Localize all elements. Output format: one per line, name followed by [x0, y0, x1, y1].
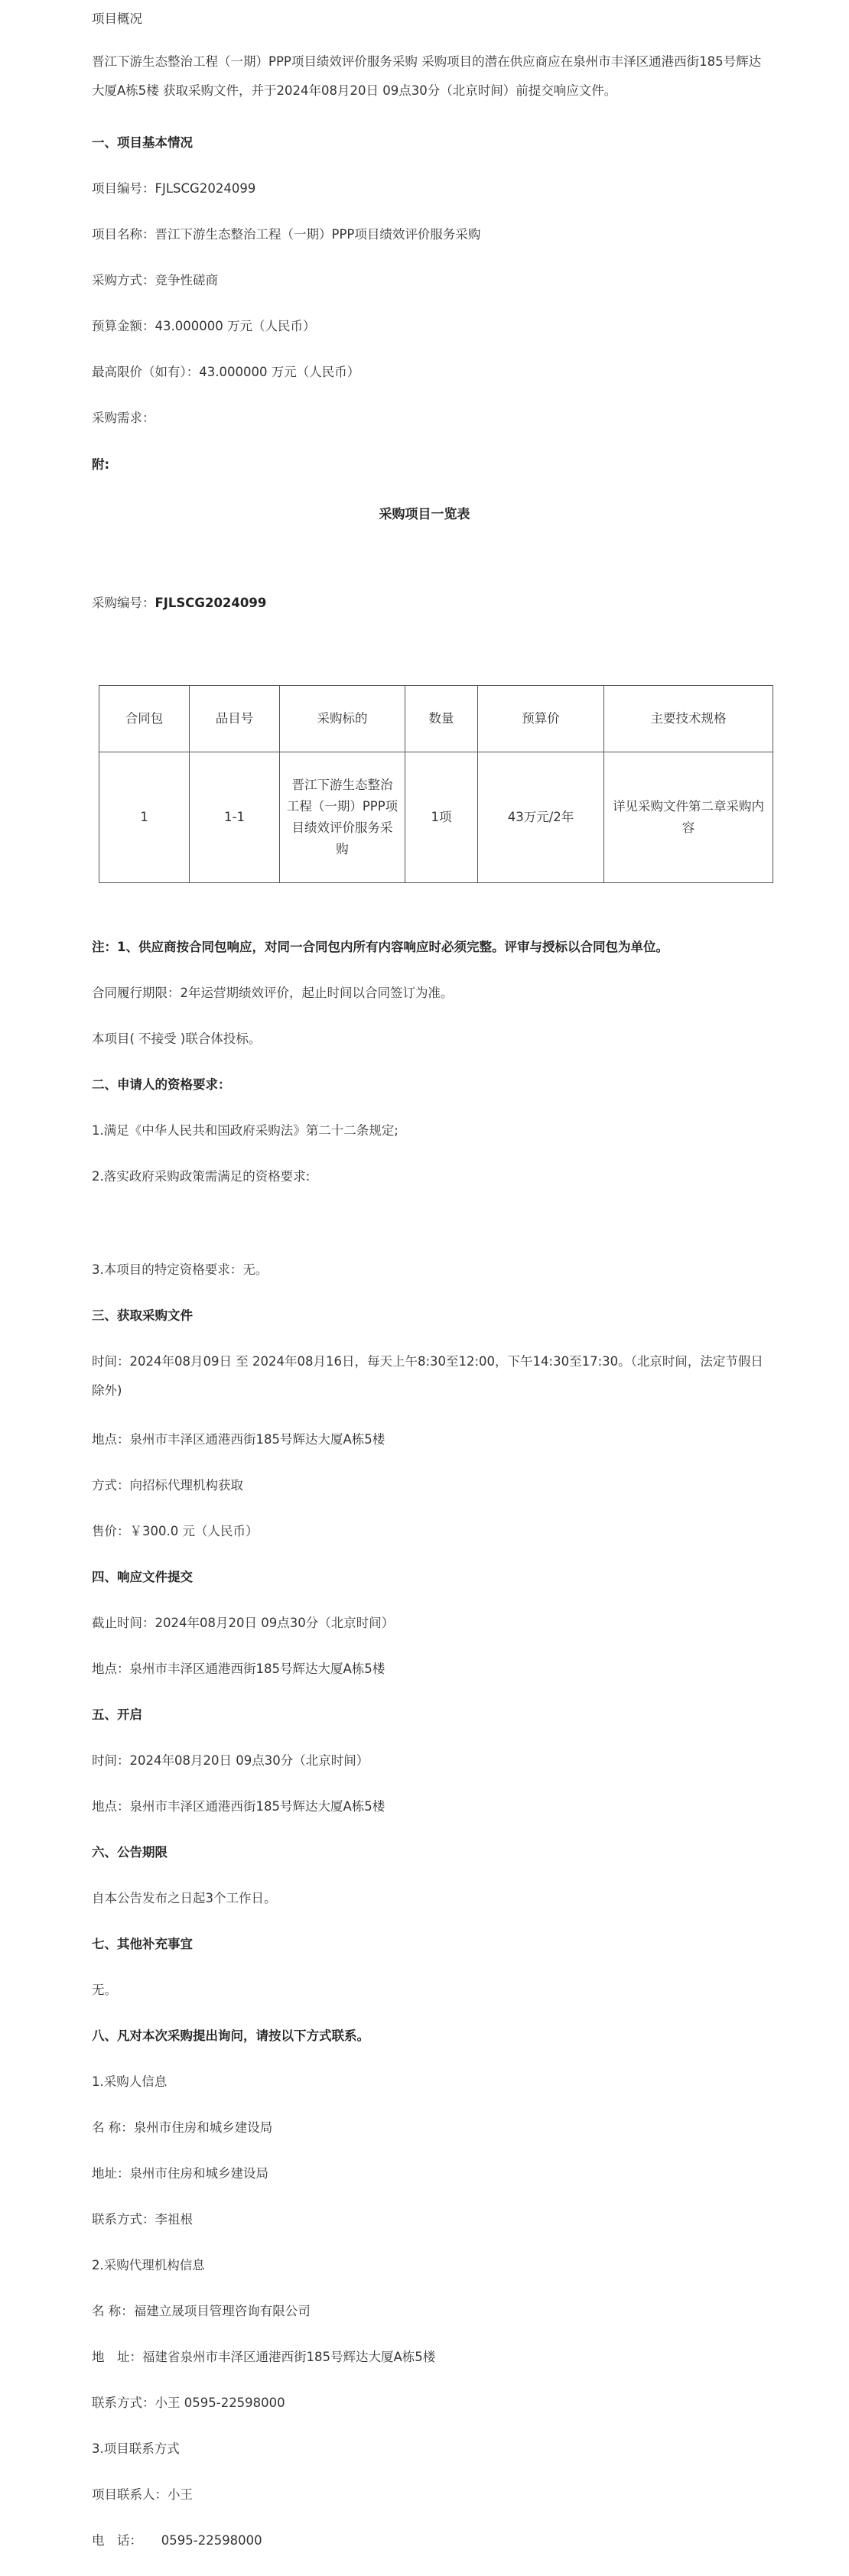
opening-place: 地点：泉州市丰泽区通港西街185号辉达大厦A栋5楼	[92, 1799, 385, 1814]
cell-procurement-subject: 晋江下游生态整治工程（一期）PPP项目绩效评价服务采购	[280, 752, 405, 883]
procurement-number-line	[92, 595, 266, 612]
procurement-number-value: FJLSCG2024099	[155, 596, 267, 610]
budget-amount: 预算金额：43.000000 万元（人民币）	[92, 319, 316, 333]
project-contact-person: 项目联系人：小王	[92, 2487, 193, 2502]
contract-period: 合同履行期限：2年运营期绩效评价，起止时间以合同签订为准。	[92, 986, 454, 1000]
submit-heading: 四、响应文件提交	[92, 1570, 193, 1584]
header-budget-price: 预算价	[478, 686, 604, 752]
procurement-number-label: 采购编号：	[92, 596, 155, 610]
buyer-address: 地址：泉州市住房和城乡建设局	[92, 2166, 268, 2181]
obtain-docs-price: 售价：￥300.0 元（人民币）	[92, 1524, 259, 1538]
agency-address: 地 址：福建省泉州市丰泽区通港西街185号辉达大厦A栋5楼	[92, 2350, 436, 2364]
submit-place: 地点：泉州市丰泽区通港西街185号辉达大厦A栋5楼	[92, 1662, 385, 1676]
qualification-item-2: 2.落实政府采购政策需满足的资格要求:	[92, 1169, 311, 1184]
buyer-info-title: 1.采购人信息	[92, 2074, 168, 2089]
notice-period-text: 自本公告发布之日起3个工作日。	[92, 1891, 277, 1905]
agency-name: 名 称：福建立晟项目管理咨询有限公司	[92, 2304, 311, 2318]
table-header-row	[99, 686, 773, 752]
header-item-number: 品目号	[190, 686, 280, 752]
table-row	[99, 752, 773, 883]
other-matters-text: 无。	[92, 1983, 117, 1997]
procurement-method: 采购方式：竞争性磋商	[92, 273, 218, 287]
max-price: 最高限价（如有）：43.000000 万元（人民币）	[92, 365, 360, 379]
buyer-name: 名 称：泉州市住房和城乡建设局	[92, 2120, 273, 2135]
project-contact-title: 3.项目联系方式	[92, 2441, 180, 2456]
basic-info-heading: 一、项目基本情况	[92, 135, 193, 150]
header-tech-spec: 主要技术规格	[604, 686, 773, 752]
notice-period-heading: 六、公告期限	[92, 1845, 168, 1860]
submit-deadline: 截止时间：2024年08月20日 09点30分（北京时间）	[92, 1616, 395, 1630]
cell-budget-price: 43万元/2年	[478, 752, 604, 883]
opening-time: 时间：2024年08月20日 09点30分（北京时间）	[92, 1753, 369, 1768]
qualification-heading: 二、申请人的资格要求：	[92, 1077, 231, 1092]
agency-contact: 联系方式：小王 0595-22598000	[92, 2396, 285, 2410]
qualification-item-3: 3.本项目的特定资格要求：无。	[92, 1262, 268, 1277]
project-contact-phone: 电 话： 0595-22598000	[92, 2533, 262, 2548]
joint-bid: 本项目( 不接受 )联合体投标。	[92, 1031, 262, 1046]
obtain-docs-place: 地点：泉州市丰泽区通港西街185号辉达大厦A栋5楼	[92, 1432, 385, 1447]
cell-quantity: 1项	[405, 752, 478, 883]
agency-info-title: 2.采购代理机构信息	[92, 2258, 205, 2272]
procurement-demand: 采购需求：	[92, 411, 155, 425]
project-name: 项目名称：晋江下游生态整治工程（一期）PPP项目绩效评价服务采购	[92, 227, 481, 242]
qualification-item-1: 1.满足《中华人民共和国政府采购法》第二十二条规定;	[92, 1123, 398, 1138]
header-contract-package: 合同包	[99, 686, 190, 752]
cell-tech-spec: 详见采购文件第二章采购内容	[604, 752, 773, 883]
contact-heading: 八、凡对本次采购提出询问，请按以下方式联系。	[92, 2029, 369, 2043]
cell-item-number: 1-1	[190, 752, 280, 883]
obtain-docs-time: 时间：2024年08月09日 至 2024年08月16日，每天上午8:30至12:00，下午14:30至17:30。（北京时间，法定节假日除外)	[92, 1354, 763, 1398]
opening-heading: 五、开启	[92, 1707, 142, 1722]
procurement-table	[99, 685, 773, 883]
overview-intro: 晋江下游生态整治工程（一期）PPP项目绩效评价服务采购 采购项目的潜在供应商应在泉州市丰泽区通港西街185号辉达大厦A栋5楼 获取采购文件，并于2024年08月20日 09点30分（北京时间）前提交响应文件。	[92, 54, 762, 98]
obtain-docs-heading: 三、获取采购文件	[92, 1308, 193, 1323]
header-procurement-subject: 采购标的	[280, 686, 405, 752]
overview-heading: 项目概况	[92, 11, 142, 26]
procurement-list-title: 采购项目一览表	[379, 507, 470, 522]
header-quantity: 数量	[405, 686, 478, 752]
obtain-docs-method: 方式：向招标代理机构获取	[92, 1478, 243, 1493]
note-contract-package: 注：1、供应商按合同包响应，对同一合同包内所有内容响应时必须完整。评审与授标以合同包为单位。	[92, 940, 668, 954]
attachment-label: 附:	[92, 457, 110, 472]
project-number: 项目编号：FJLSCG2024099	[92, 181, 256, 196]
buyer-contact: 联系方式：李祖根	[92, 2212, 193, 2227]
cell-contract-package: 1	[99, 752, 190, 883]
other-matters-heading: 七、其他补充事宜	[92, 1937, 193, 1951]
